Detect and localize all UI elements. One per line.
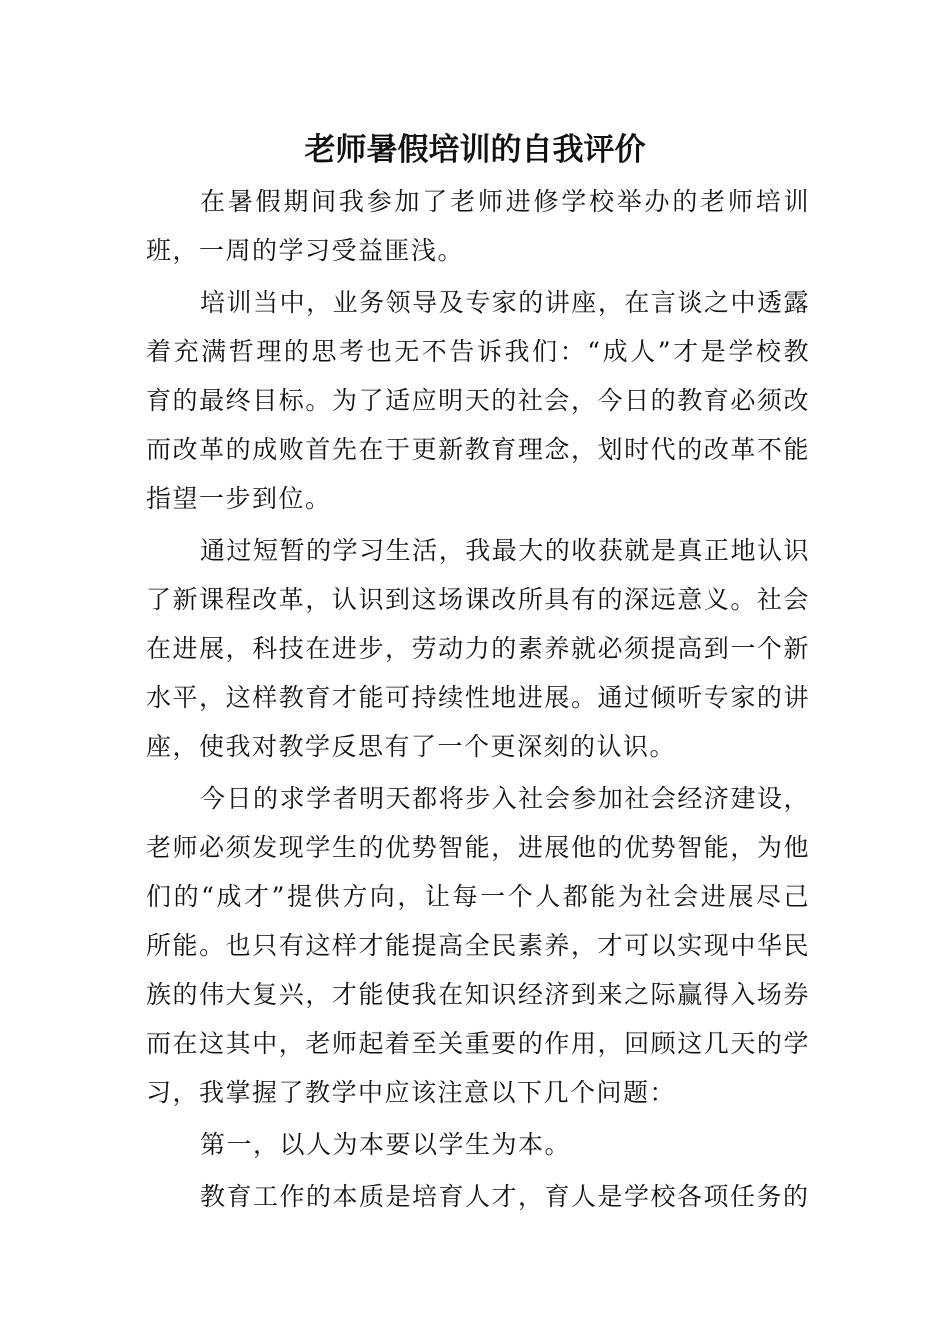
paragraph-3: 通过短暂的学习生活，我最大的收获就是真正地认识了新课程改革，认识到这场课改所具有的深远意义。社会在进展，科技在进步，劳动力的素养就必须提高到一个新水平，这样教育才能可持续性地进展。通过倾听专家的讲座，使我对教学反思有了一个更深刻的认识。	[146, 536, 810, 761]
paragraph-4: 今日的求学者明天都将步入社会参加社会经济建设，老师必须发现学生的优势智能，进展他的优势智能，为他们的“成才”提供方向，让每一个人都能为社会进展尽己所能。也只有这样才能提高全民素养，才可以实现中华民族的伟大复兴，才能使我在知识经济到来之际赢得入场券而在这其中，老师起着至关重要的作用，回顾这几天的学习，我掌握了教学中应该注意以下几个问题：	[146, 784, 810, 1107]
paragraph-5: 第一，以人为本要以学生为本。	[200, 1130, 572, 1159]
paragraph-1: 在暑假期间我参加了老师进修学校举办的老师培训班，一周的学习受益匪浅。	[146, 187, 810, 265]
document-title: 老师暑假培训的自我评价	[304, 132, 646, 168]
document-body	[146, 177, 810, 1224]
paragraph-2: 培训当中，业务领导及专家的讲座，在言谈之中透露着充满哲理的思考也无不告诉我们：“成人”才是学校教育的最终目标。为了适应明天的社会，今日的教育必须改而改革的成败首先在于更新教育理念，划时代的改革不能指望一步到位。	[146, 288, 810, 513]
paragraph-6: 教育工作的本质是培育人才，育人是学校各项任务的	[200, 1182, 810, 1211]
